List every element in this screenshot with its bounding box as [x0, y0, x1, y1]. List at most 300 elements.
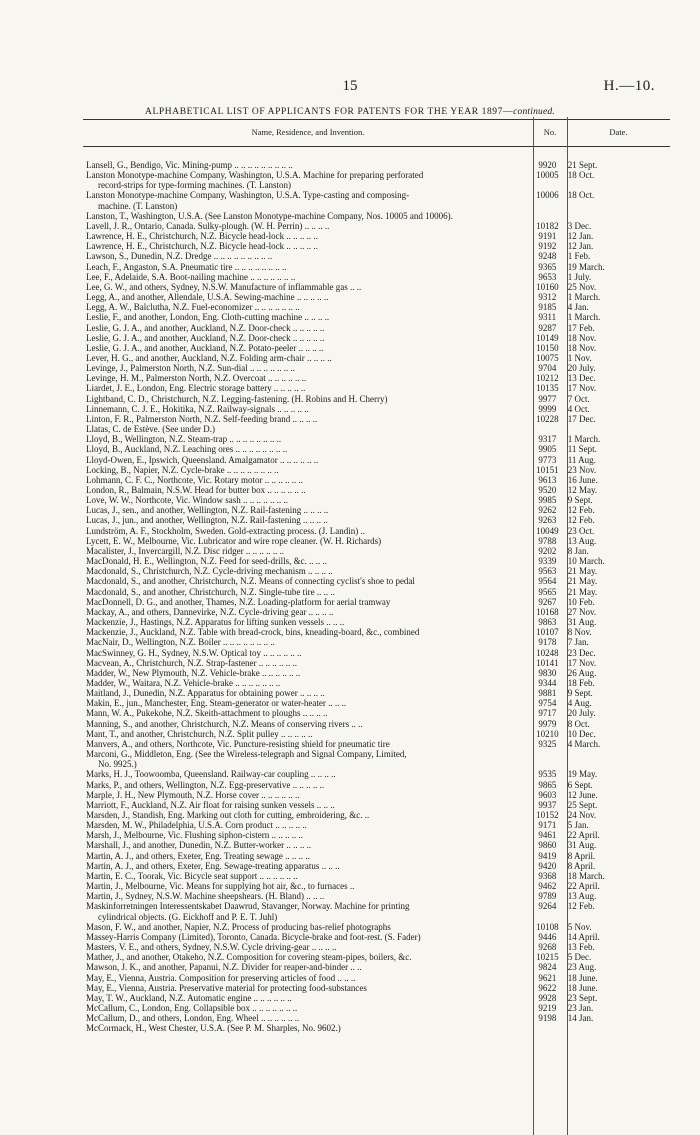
- entry-number: 9192: [538, 241, 557, 252]
- entry-text: Levinge, J., Palmerston North, N.Z. Sun-dial .. .. .. .. .. .. ..: [86, 363, 295, 374]
- entry-number: 10107: [536, 627, 559, 638]
- entry-name: [83, 739, 531, 749]
- entry-text: Macdonald, S., and another, Christchurch, N.Z. Single-tube tire .. .. ..: [86, 586, 335, 597]
- entry-name: [83, 840, 531, 850]
- entry-date: 18 June.: [567, 982, 598, 993]
- entry-date: 21 May.: [567, 566, 598, 577]
- entry-text: Lightband, C. D., Christchurch, N.Z. Legging-fastening. (H. Robins and H. Cherry): [86, 393, 388, 404]
- table-row: [83, 729, 670, 739]
- entry-number: 9312: [538, 292, 557, 303]
- entry-number: 9985: [538, 495, 557, 506]
- entry-date: 16 June.: [567, 474, 598, 485]
- entry-text: Lohmann, C. F. C., Northcote, Vic. Rotary motor .. .. .. .. .. ..: [86, 474, 304, 485]
- entry-text: Marriott, F., Auckland, N.Z. Air float for raising sunken vessels .. .. ..: [86, 799, 335, 810]
- entry-name: [83, 901, 531, 921]
- entry-date: 17 Nov.: [567, 657, 597, 668]
- entry-name: [83, 922, 531, 932]
- table-row: [83, 922, 670, 932]
- table-row: [83, 851, 670, 861]
- entry-date: 21 May.: [567, 586, 598, 597]
- entry-number: [531, 1023, 564, 1033]
- entry-name: [83, 820, 531, 830]
- entry-number: [531, 211, 564, 221]
- entry-number: 9704: [538, 363, 557, 374]
- entry-text-continued: cylindrical objects. (G. Eickhoff and P. E. T. Juhl): [98, 911, 278, 922]
- entry-number: 9264: [538, 901, 557, 912]
- table-row: [83, 932, 670, 942]
- entry-name: [83, 424, 531, 434]
- entry-date: 12 Jan.: [567, 241, 594, 252]
- entry-date: 31 Aug.: [567, 617, 597, 628]
- entry-number: 10182: [536, 220, 559, 231]
- entry-name: [83, 536, 531, 546]
- entry-date: 8 Jan.: [567, 545, 589, 556]
- entry-text: Mackay, A., and others, Dannevirke, N.Z. Cycle-driving gear .. .. .. ..: [86, 606, 334, 617]
- entry-number: 9621: [538, 972, 557, 983]
- entry-date: 14 April.: [567, 931, 600, 942]
- table-row: [83, 363, 670, 373]
- entry-name: [83, 404, 531, 414]
- entry-date: 12 Feb.: [567, 505, 595, 516]
- table-row: [83, 262, 670, 272]
- entry-text: Love, W. W., Northcote, Vic. Window sash .. .. .. .. .. .. ..: [86, 495, 289, 506]
- entry-number: 9325: [538, 738, 557, 749]
- entry-date: 23 Jan.: [567, 1002, 594, 1013]
- entry-name: [83, 962, 531, 972]
- entry-number: 9937: [538, 799, 557, 810]
- entry-text: Martin, J., Sydney, N.S.W. Machine sheepshears. (H. Bland) .. .. ..: [86, 891, 325, 902]
- entry-text: May, E., Vienna, Austria. Preservative material for protecting food-substances: [86, 982, 367, 993]
- document-reference: H.—10.: [603, 78, 655, 94]
- table-row: [83, 556, 670, 566]
- entry-number: 9999: [538, 403, 557, 414]
- entry-name: [83, 485, 531, 495]
- entry-number: 10210: [536, 728, 559, 739]
- entry-number: 9311: [538, 312, 557, 323]
- table-row: [83, 536, 670, 546]
- entry-name: [83, 708, 531, 718]
- table-row: [83, 546, 670, 556]
- table-row: [83, 515, 670, 525]
- entry-name: [83, 932, 531, 942]
- entry-date: [564, 424, 670, 434]
- entry-date: 10 Dec.: [567, 728, 596, 739]
- entry-number: 10150: [536, 342, 559, 353]
- entry-name: [83, 394, 531, 404]
- table-row: [83, 485, 670, 495]
- entry-number: 9317: [538, 434, 557, 445]
- table-row: [83, 658, 670, 668]
- entry-text: Martin, J., Melbourne, Vic. Means for supplying hot air, &c., to furnaces ..: [86, 881, 355, 892]
- entry-name: [83, 282, 531, 292]
- entry-number: 9365: [538, 261, 557, 272]
- entry-date: 11 Sept.: [567, 444, 597, 455]
- entry-date: 1 March.: [567, 312, 601, 323]
- entry-name: [83, 627, 531, 637]
- table-row: [83, 749, 670, 769]
- entry-name: [83, 780, 531, 790]
- entry-name: [83, 678, 531, 688]
- entry-date: 17 Dec.: [567, 413, 596, 424]
- table-row: [83, 668, 670, 678]
- entry-name: [83, 576, 531, 586]
- entry-date: 18 Oct.: [567, 170, 595, 181]
- entry-name: [83, 495, 531, 505]
- entry-name: [83, 871, 531, 881]
- table-row: [83, 983, 670, 993]
- entry-number: 9191: [538, 231, 557, 242]
- entry-name: [83, 861, 531, 871]
- entry-text: Lawson, S., Dunedin, N.Z. Dredge .. .. .. .. .. .. .. .. ..: [86, 251, 273, 262]
- entry-date: 18 March.: [567, 870, 605, 881]
- entry-date: 8 Nov.: [567, 627, 592, 638]
- table-row: [83, 769, 670, 779]
- entry-date: 12 Feb.: [567, 515, 595, 526]
- entry-name: [83, 698, 531, 708]
- entry-date: 3 Dec.: [567, 220, 592, 231]
- entry-name: [83, 637, 531, 647]
- entry-text: Leslie, G. J. A., and another, Auckland, N.Z. Door-check .. .. .. .. ..: [86, 322, 325, 333]
- entry-number: 9520: [538, 485, 557, 495]
- table-row: [83, 800, 670, 810]
- entry-name: [83, 881, 531, 891]
- entry-name: [83, 749, 531, 769]
- entry-date: 8 April.: [567, 850, 596, 861]
- entry-number: 9344: [538, 677, 557, 688]
- entry-text: Macdonald, S., and another, Christchurch, N.Z. Means of connecting cyclist's shoe to pedal: [86, 576, 415, 587]
- entry-number: 10212: [536, 373, 559, 384]
- entry-number: 9461: [538, 830, 557, 841]
- entry-text: Marconi, G., Middleton, Eng. (See the Wireless-telegraph and Signal Company, Limited,: [86, 749, 407, 760]
- table-row: [83, 780, 670, 790]
- entry-text: McCallum, D., and others, London, Eng. Wheel .. .. .. .. .. ..: [86, 1013, 300, 1024]
- entry-name: [83, 343, 531, 353]
- entry-date: 6 Sept.: [567, 779, 593, 790]
- entry-name: [83, 211, 531, 221]
- entry-name: [83, 993, 531, 1003]
- table-header-rule: [83, 146, 670, 147]
- table-row: [83, 1023, 670, 1033]
- entry-number: [531, 749, 564, 769]
- entry-name: [83, 323, 531, 333]
- table-row: [83, 881, 670, 891]
- entry-number: 9339: [538, 556, 557, 567]
- entry-name: [83, 221, 531, 231]
- entry-number: 9563: [538, 566, 557, 577]
- entry-number: 9262: [538, 505, 557, 516]
- entry-text-continued: No. 9925.): [98, 759, 137, 770]
- entry-name: [83, 475, 531, 485]
- table-top-rule: [83, 119, 670, 120]
- table-row: [83, 617, 670, 627]
- entry-date: [564, 1023, 670, 1033]
- entry-text: Mason, F. W., and another, Napier, N.Z. Process of producing bas-relief photographs: [86, 921, 391, 932]
- entry-text: Lanston, T., Washington, U.S.A. (See Lanston Monotype-machine Company, Nos. 10005 and 10006).: [86, 210, 453, 221]
- entry-date: 18 Feb.: [567, 677, 595, 688]
- table-row: [83, 292, 670, 302]
- table-row: [83, 952, 670, 962]
- entry-date: 21 Sept.: [567, 160, 598, 170]
- table-row: [83, 323, 670, 333]
- entry-text: Marsden, M. W., Philadelphia, U.S.A. Corn product .. .. .. .. ..: [86, 820, 307, 831]
- entry-name: [83, 830, 531, 840]
- entry-name: [83, 983, 531, 993]
- entry-date: 25 Nov.: [567, 281, 597, 292]
- entry-text: Mant, T., and another, Christchurch, N.Z. Split pulley .. .. .. .. ..: [86, 728, 313, 739]
- entry-number: 9287: [538, 322, 557, 333]
- entry-number: 9198: [538, 1013, 557, 1024]
- entry-name: [83, 292, 531, 302]
- entry-number: 9920: [538, 160, 557, 170]
- entry-date: 22 April.: [567, 881, 600, 892]
- entry-date: 4 Aug.: [567, 698, 592, 709]
- entry-date: 4 Oct.: [567, 403, 590, 414]
- entry-text: Macalister, J., Invercargill, N.Z. Disc ridger .. .. .. .. .. ..: [86, 545, 285, 556]
- entry-name: [83, 231, 531, 241]
- entry-number: 9622: [538, 982, 557, 993]
- entry-date: 22 April.: [567, 830, 600, 841]
- entry-text: MacDonald, H. E., Wellington, N.Z. Feed for seed-drills, &c. .. .. ..: [86, 556, 328, 567]
- table-row: [83, 566, 670, 576]
- table-row: [83, 678, 670, 688]
- entry-text: Lucas, J., sen., and another, Wellington, N.Z. Rail-fastening .. .. .. ..: [86, 505, 329, 516]
- entry-number: 9564: [538, 576, 557, 587]
- entry-name: [83, 1003, 531, 1013]
- entry-text: Martin, A. J., and others, Exeter, Eng. Treating sewage .. .. .. ..: [86, 850, 310, 861]
- entry-number: 9368: [538, 870, 557, 881]
- entry-text: Makin, E., jun., Manchester, Eng. Steam-generator or water-heater .. .. ..: [86, 698, 347, 709]
- table-row: [83, 820, 670, 830]
- entry-name: [83, 607, 531, 617]
- entry-number: 9263: [538, 515, 557, 526]
- entry-name: [83, 373, 531, 383]
- entry-number: 9865: [538, 779, 557, 790]
- entry-date: 4 March.: [567, 738, 601, 749]
- table-row: [83, 526, 670, 536]
- entry-number: 10049: [536, 525, 559, 536]
- entry-text: Lundström, A. F., Stockholm, Sweden. Gold-extracting process. (J. Landin) ..: [86, 525, 365, 536]
- entry-date: 18 June.: [567, 972, 598, 983]
- entry-text: Legg, A. W., Balclutha, N.Z. Fuel-economizer .. .. .. .. .. .. ..: [86, 302, 300, 313]
- entry-date: 19 March.: [567, 261, 605, 272]
- entry-name: [83, 617, 531, 627]
- table-row: [83, 1003, 670, 1013]
- entry-date: 26 Aug.: [567, 667, 597, 678]
- entry-date: 12 May.: [567, 485, 598, 495]
- entry-name: [83, 566, 531, 576]
- entry-number: 10135: [536, 383, 559, 394]
- entry-date: 17 Feb.: [567, 322, 595, 333]
- entry-text: Manvers, A., and others, Northcote, Vic. Puncture-resisting shield for pneumatic tire: [86, 738, 390, 749]
- entry-date: 4 Jan.: [567, 302, 589, 313]
- entry-name: [83, 302, 531, 312]
- table-row: [83, 444, 670, 454]
- entry-date: 14 Jan.: [567, 1013, 594, 1024]
- entry-text: Llatas, C. de Estève. (See under D.): [86, 424, 215, 435]
- entry-text: Martin, A. J., and others, Exeter, Eng. Sewage-treating apparatus .. .. ..: [86, 860, 340, 871]
- entry-name: [83, 688, 531, 698]
- entry-text: May, E., Vienna, Austria. Composition for preserving articles of food .. .. ..: [86, 972, 356, 983]
- entry-date: 7 Jan.: [567, 637, 589, 648]
- entry-text: Maitland, J., Dunedin, N.Z. Apparatus for obtaining power .. .. .. ..: [86, 688, 325, 699]
- entry-text: Lloyd, B., Wellington, N.Z. Steam-trap .. .. .. .. .. .. .. ..: [86, 434, 282, 445]
- table-row: [83, 160, 670, 170]
- entry-name: [83, 648, 531, 658]
- entry-date: 23 Nov.: [567, 464, 597, 475]
- table-row: [83, 810, 670, 820]
- table-row: [83, 830, 670, 840]
- entry-date: 31 Aug.: [567, 840, 597, 851]
- table-row: [83, 404, 670, 414]
- table-row: [83, 708, 670, 718]
- entry-name: [83, 363, 531, 373]
- entry-text: Linton, F. R., Palmerston North, N.Z. Self-feeding brand .. .. .. ..: [86, 413, 318, 424]
- entry-number: 9446: [538, 931, 557, 942]
- entry-number: 9653: [538, 271, 557, 282]
- entry-name: [83, 160, 531, 170]
- table-row: [83, 739, 670, 749]
- entry-text: Marsden, J., Standish, Eng. Marking out cloth for cutting, embroidering, &c. ..: [86, 810, 370, 820]
- table-row: [83, 698, 670, 708]
- entry-text: McCormack, H., West Chester, U.S.A. (See P. M. Sharples, No. 9602.): [86, 1023, 341, 1034]
- table-row: [83, 688, 670, 698]
- entry-date: 1 July.: [567, 271, 592, 282]
- entry-text: MacNair, D., Wellington, N.Z. Boiler .. .. .. .. .. .. .. ..: [86, 637, 275, 648]
- entry-text: Manning, S., and another, Christchurch, N.Z. Means of conserving rivers .. ..: [86, 718, 363, 729]
- entry-number: 10005: [536, 170, 559, 181]
- table-row: [83, 993, 670, 1003]
- entry-text: Marshall, J., and another, Dunedin, N.Z. Butter-worker .. .. .. ..: [86, 840, 312, 851]
- table-row: [83, 434, 670, 444]
- entry-text: Mather, J., and another, Otakeho, N.Z. Composition for covering steam-pipes, boilers, &c.: [86, 952, 412, 963]
- entry-date: 9 Sept.: [567, 495, 593, 506]
- table-row: [83, 587, 670, 597]
- table-row: [83, 414, 670, 424]
- entry-date: 18 Nov.: [567, 332, 597, 343]
- entry-number: 9202: [538, 545, 557, 556]
- entry-number: 9788: [538, 535, 557, 546]
- column-header-date: Date.: [609, 127, 628, 137]
- entry-text: Madder, W., Waitara, N.Z. Vehicle-brake .. .. .. .. .. .. ..: [86, 677, 281, 688]
- entry-text: Lever, H. G., and another, Auckland, N.Z. Folding arm-chair .. .. .. ..: [86, 352, 332, 363]
- entry-text: Lanston Monotype-machine Company, Washington, U.S.A. Machine for preparing perforated: [86, 170, 424, 181]
- table-row: [83, 190, 670, 210]
- table-row: [83, 891, 670, 901]
- entry-name: [83, 769, 531, 779]
- entry-number: 10168: [536, 606, 559, 617]
- entry-date: 5 Nov.: [567, 921, 592, 932]
- entry-date: 9 Sept.: [567, 688, 593, 699]
- entry-name: [83, 556, 531, 566]
- table-row: [83, 231, 670, 241]
- entry-date: 10 Feb.: [567, 596, 595, 607]
- entry-number: 9462: [538, 881, 557, 892]
- entry-date: 1 March.: [567, 434, 601, 445]
- entry-number: 9565: [538, 586, 557, 597]
- entry-name: [83, 465, 531, 475]
- entry-name: [83, 251, 531, 261]
- table-row: [83, 241, 670, 251]
- entry-name: [83, 952, 531, 962]
- column-header-no: No.: [543, 127, 557, 137]
- table-row: [83, 353, 670, 363]
- entry-date: 24 Nov.: [567, 810, 597, 820]
- page-title: [0, 107, 700, 117]
- entry-text: Macvean, A., Christchurch, N.Z. Strap-fastener .. .. .. .. .. ..: [86, 657, 297, 668]
- entry-text: Locking, B., Napier, N.Z. Cycle-brake .. .. .. .. .. .. .. ..: [86, 464, 279, 475]
- entry-text: Lavell, J. R., Ontario, Canada. Sulky-plough. (W. H. Perrin) .. .. .. ..: [86, 220, 330, 231]
- table-row: [83, 719, 670, 729]
- entry-name: [83, 312, 531, 322]
- entry-name: [83, 851, 531, 861]
- entry-date: 23 Aug.: [567, 962, 597, 973]
- entry-number: 9773: [538, 454, 557, 465]
- entry-name: [83, 658, 531, 668]
- table-row: [83, 475, 670, 485]
- entry-text: Lee, G. W., and others, Sydney, N.S.W. Manufacture of inflammable gas .. ..: [86, 281, 362, 292]
- entry-text: Levinge, H. M., Palmerston North, N.Z. Overcoat .. .. .. .. .. ..: [86, 373, 307, 384]
- entry-name: [83, 942, 531, 952]
- entry-date: 8 Oct.: [567, 718, 590, 729]
- entry-number: 9830: [538, 667, 557, 678]
- entry-text: Lanston Monotype-machine Company, Washington, U.S.A. Type-casting and composing-: [86, 190, 410, 201]
- table-row: [83, 505, 670, 515]
- entry-text: Marple, J. H., New Plymouth, N.Z. Horse cover .. .. .. .. .. ..: [86, 789, 300, 800]
- entry-text: Lawrence, H. E., Christchurch, N.Z. Bicycle head-lock .. .. .. .. ..: [86, 241, 318, 252]
- entry-date: 17 Nov.: [567, 383, 597, 394]
- table-row: [83, 962, 670, 972]
- table-row: [83, 495, 670, 505]
- entry-number: 10151: [536, 464, 559, 475]
- entry-number: 9185: [538, 302, 557, 313]
- entry-text: MacSwinney, G. H., Sydney, N.S.W. Optical toy .. .. .. .. .. ..: [86, 647, 302, 658]
- entry-date: 5 Jan.: [567, 820, 589, 831]
- entry-text: Leslie, F., and another, London, Eng. Cloth-cutting machine .. .. .. ..: [86, 312, 330, 323]
- entry-date: 23 Dec.: [567, 647, 596, 658]
- entry-name: [83, 891, 531, 901]
- entry-text: May, T. W., Auckland, N.Z. Automatic engine .. .. .. .. .. ..: [86, 992, 292, 1003]
- entry-text: Masters, V. E., and others, Sydney, N.S.W. Cycle driving-gear .. .. .. ..: [86, 942, 337, 953]
- entry-name: [83, 719, 531, 729]
- entry-number: 9268: [538, 942, 557, 953]
- table-row: [83, 272, 670, 282]
- entry-date: 7 Oct.: [567, 393, 590, 404]
- entry-text: Mackenzie, J., Auckland, N.Z. Table with bread-crock, bins, kneading-board, &c., combined: [86, 627, 420, 638]
- entry-date: 1 Feb.: [567, 251, 591, 262]
- table-row: [83, 973, 670, 983]
- entry-date: [564, 211, 670, 221]
- entry-text: Leslie, G. J. A., and another, Auckland, N.Z. Potato-peeler .. .. .. ..: [86, 342, 324, 353]
- table-row: [83, 648, 670, 658]
- entry-number: 9613: [538, 474, 557, 485]
- entry-date: [564, 749, 670, 769]
- entry-number: 9979: [538, 718, 557, 729]
- entry-text: Liardet, J. E., London, Eng. Electric storage battery .. .. .. .. ..: [86, 383, 306, 394]
- title-main: ALPHABETICAL LIST OF APPLICANTS FOR PATENTS FOR THE YEAR 1897—: [145, 107, 514, 117]
- entry-number: 9863: [538, 617, 557, 628]
- entry-name: [83, 790, 531, 800]
- entry-number: 9248: [538, 251, 557, 262]
- entry-text-continued: machine. (T. Lanston): [98, 200, 178, 211]
- entry-text: Lucas, J., jun., and another, Wellington, N.Z. Rail-fastening .. .. .. ..: [86, 515, 328, 526]
- entry-number: 9860: [538, 840, 557, 851]
- entry-number: 9824: [538, 962, 557, 973]
- entry-name: [83, 1013, 531, 1023]
- entry-text: Lee, F., Adelaide, S.A. Boot-nailing machine .. .. .. .. .. .. ..: [86, 271, 296, 282]
- entry-name: [83, 190, 531, 210]
- table-row: [83, 455, 670, 465]
- entry-date: 20 July.: [567, 708, 596, 719]
